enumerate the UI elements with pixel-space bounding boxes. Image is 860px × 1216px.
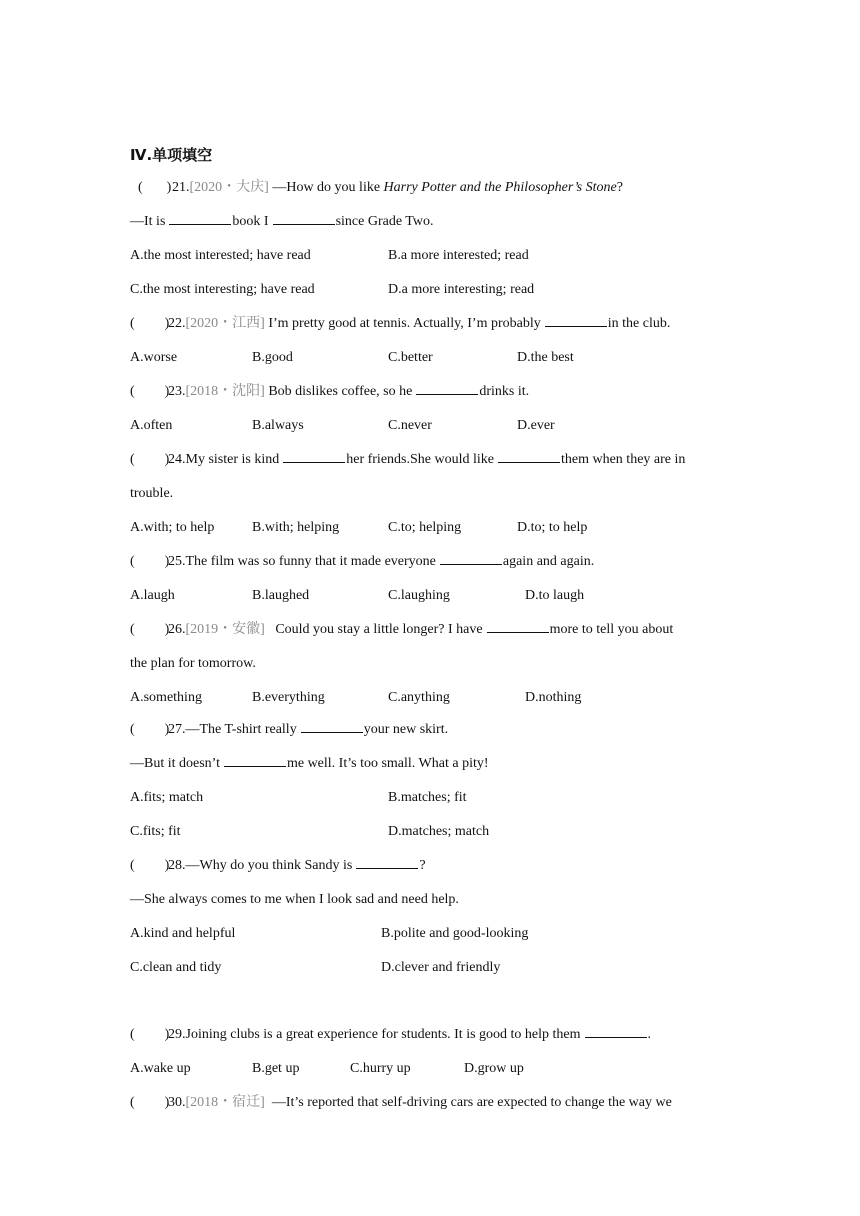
question-23-stem	[130, 382, 529, 402]
question-text: again and again.	[502, 554, 595, 569]
question-text: your new skirt.	[363, 722, 449, 737]
question-text: book I	[232, 214, 269, 229]
question-26-line2: the plan for tomorrow.	[130, 656, 256, 671]
answer-blank	[585, 1025, 647, 1038]
option-b: B.get up	[252, 1061, 300, 1076]
option-d: D.nothing	[525, 690, 582, 705]
question-source: [2020・大庆]	[189, 180, 269, 195]
option-c: C.clean and tidy	[130, 960, 222, 975]
option-d: D.clever and friendly	[381, 960, 501, 975]
option-a: A.often	[130, 418, 173, 433]
question-source: [2018・沈阳]	[185, 384, 265, 399]
answer-blank	[301, 720, 363, 733]
question-28-stem	[130, 856, 426, 876]
question-text: more to tell you about	[549, 622, 674, 637]
question-text: .	[647, 1027, 652, 1042]
option-b: B.everything	[252, 690, 325, 705]
question-text: drinks it.	[479, 384, 530, 399]
question-number: 22.	[168, 316, 186, 331]
answer-blank	[224, 754, 286, 767]
question-text: in the club.	[607, 316, 671, 331]
question-21-line2	[130, 212, 433, 232]
question-source: [2019・安徽]	[185, 622, 265, 637]
question-text: The film was so funny that it made everyone	[185, 554, 436, 569]
answer-paren-open: (	[130, 452, 135, 467]
option-b: B.good	[252, 350, 293, 365]
question-text: —It’s reported that self-driving cars are expected to change the way we	[264, 1095, 672, 1110]
question-text: —But it doesn’t	[130, 756, 220, 771]
option-a: A.fits; match	[130, 790, 204, 805]
question-number: 24.	[168, 452, 186, 467]
option-d: D.grow up	[464, 1061, 524, 1076]
answer-paren-open: (	[130, 858, 135, 873]
answer-paren-close: )	[164, 722, 170, 737]
question-27-stem	[130, 720, 448, 740]
answer-blank	[487, 620, 549, 633]
question-number: 23.	[168, 384, 186, 399]
option-c: C.anything	[388, 690, 450, 705]
option-b: B.matches; fit	[388, 790, 467, 805]
question-text: My sister is kind	[185, 452, 280, 467]
question-text: ?	[616, 180, 623, 195]
question-text: —Why do you think Sandy is	[185, 858, 353, 873]
book-title: Harry Potter and the Philosopher’s Stone	[383, 180, 617, 195]
option-b: B.laughed	[252, 588, 310, 603]
question-29-stem	[130, 1025, 651, 1045]
section-title: Ⅳ.单项填空	[130, 146, 213, 164]
question-25-stem	[130, 552, 594, 572]
answer-paren-open: (	[138, 180, 143, 195]
question-27-line2	[130, 754, 489, 774]
answer-paren-close: )	[166, 180, 172, 195]
option-c: C.laughing	[388, 588, 450, 603]
option-d: D.matches; match	[388, 824, 490, 839]
question-28-line2: —She always comes to me when I look sad and need help.	[130, 892, 459, 907]
question-number: 26.	[168, 622, 186, 637]
question-21-stem	[130, 178, 623, 198]
option-d: D.to laugh	[525, 588, 585, 603]
option-a: A.with; to help	[130, 520, 215, 535]
answer-paren-close: )	[164, 622, 170, 637]
question-text: Bob dislikes coffee, so he	[264, 384, 413, 399]
option-c: C.the most interesting; have read	[130, 282, 315, 297]
answer-paren-close: )	[164, 1027, 170, 1042]
answer-paren-open: (	[130, 1095, 135, 1110]
question-text: —How do you like	[272, 180, 384, 195]
answer-paren-close: )	[164, 316, 170, 331]
question-text: —The T-shirt really	[185, 722, 297, 737]
question-number: 21.	[172, 180, 190, 195]
answer-blank	[545, 314, 607, 327]
answer-paren-close: )	[164, 452, 170, 467]
option-c: C.never	[388, 418, 432, 433]
question-number: 27.	[168, 722, 186, 737]
option-b: B.always	[252, 418, 304, 433]
answer-paren-close: )	[164, 1095, 170, 1110]
option-a: A.laugh	[130, 588, 175, 603]
answer-blank	[273, 212, 335, 225]
answer-blank	[440, 552, 502, 565]
option-b: B.a more interested; read	[388, 248, 529, 263]
question-text: Could you stay a little longer? I have	[264, 622, 483, 637]
answer-blank	[169, 212, 231, 225]
answer-blank	[356, 856, 418, 869]
answer-paren-open: (	[130, 1027, 135, 1042]
question-number: 29.	[168, 1027, 186, 1042]
option-a: A.wake up	[130, 1061, 191, 1076]
question-text: —It is	[130, 214, 166, 229]
option-b: B.with; helping	[252, 520, 340, 535]
question-text: Joining clubs is a great experience for students. It is good to help them	[185, 1027, 581, 1042]
question-number: 25.	[168, 554, 186, 569]
answer-paren-close: )	[164, 858, 170, 873]
answer-paren-open: (	[130, 722, 135, 737]
answer-paren-close: )	[164, 554, 170, 569]
option-d: D.ever	[517, 418, 555, 433]
option-a: A.something	[130, 690, 202, 705]
answer-paren-open: (	[130, 384, 135, 399]
question-text: I’m pretty good at tennis. Actually, I’m probably	[264, 316, 541, 331]
option-d: D.the best	[517, 350, 574, 365]
option-b: B.polite and good-looking	[381, 926, 529, 941]
question-26-stem	[130, 620, 673, 640]
answer-blank	[498, 450, 560, 463]
question-number: 28.	[168, 858, 186, 873]
answer-paren-open: (	[130, 554, 135, 569]
option-a: A.the most interested; have read	[130, 248, 311, 263]
option-d: D.a more interesting; read	[388, 282, 535, 297]
question-22-stem	[130, 314, 670, 334]
question-30-stem	[130, 1093, 672, 1113]
question-source: [2020・江西]	[185, 316, 265, 331]
answer-blank	[416, 382, 478, 395]
answer-blank	[283, 450, 345, 463]
question-number: 30.	[168, 1095, 186, 1110]
option-a: A.kind and helpful	[130, 926, 236, 941]
question-24-line2: trouble.	[130, 486, 174, 501]
question-24-stem	[130, 450, 685, 470]
option-c: C.fits; fit	[130, 824, 181, 839]
option-c: C.to; helping	[388, 520, 462, 535]
answer-paren-open: (	[130, 316, 135, 331]
question-source: [2018・宿迁]	[185, 1095, 265, 1110]
option-c: C.hurry up	[350, 1061, 411, 1076]
question-text: her friends.She would like	[346, 452, 494, 467]
option-d: D.to; to help	[517, 520, 588, 535]
answer-paren-close: )	[164, 384, 170, 399]
option-a: A.worse	[130, 350, 178, 365]
question-text: ?	[419, 858, 426, 873]
question-text: since Grade Two.	[335, 214, 434, 229]
question-text: me well. It’s too small. What a pity!	[286, 756, 489, 771]
question-text: them when they are in	[560, 452, 686, 467]
answer-paren-open: (	[130, 622, 135, 637]
option-c: C.better	[388, 350, 433, 365]
